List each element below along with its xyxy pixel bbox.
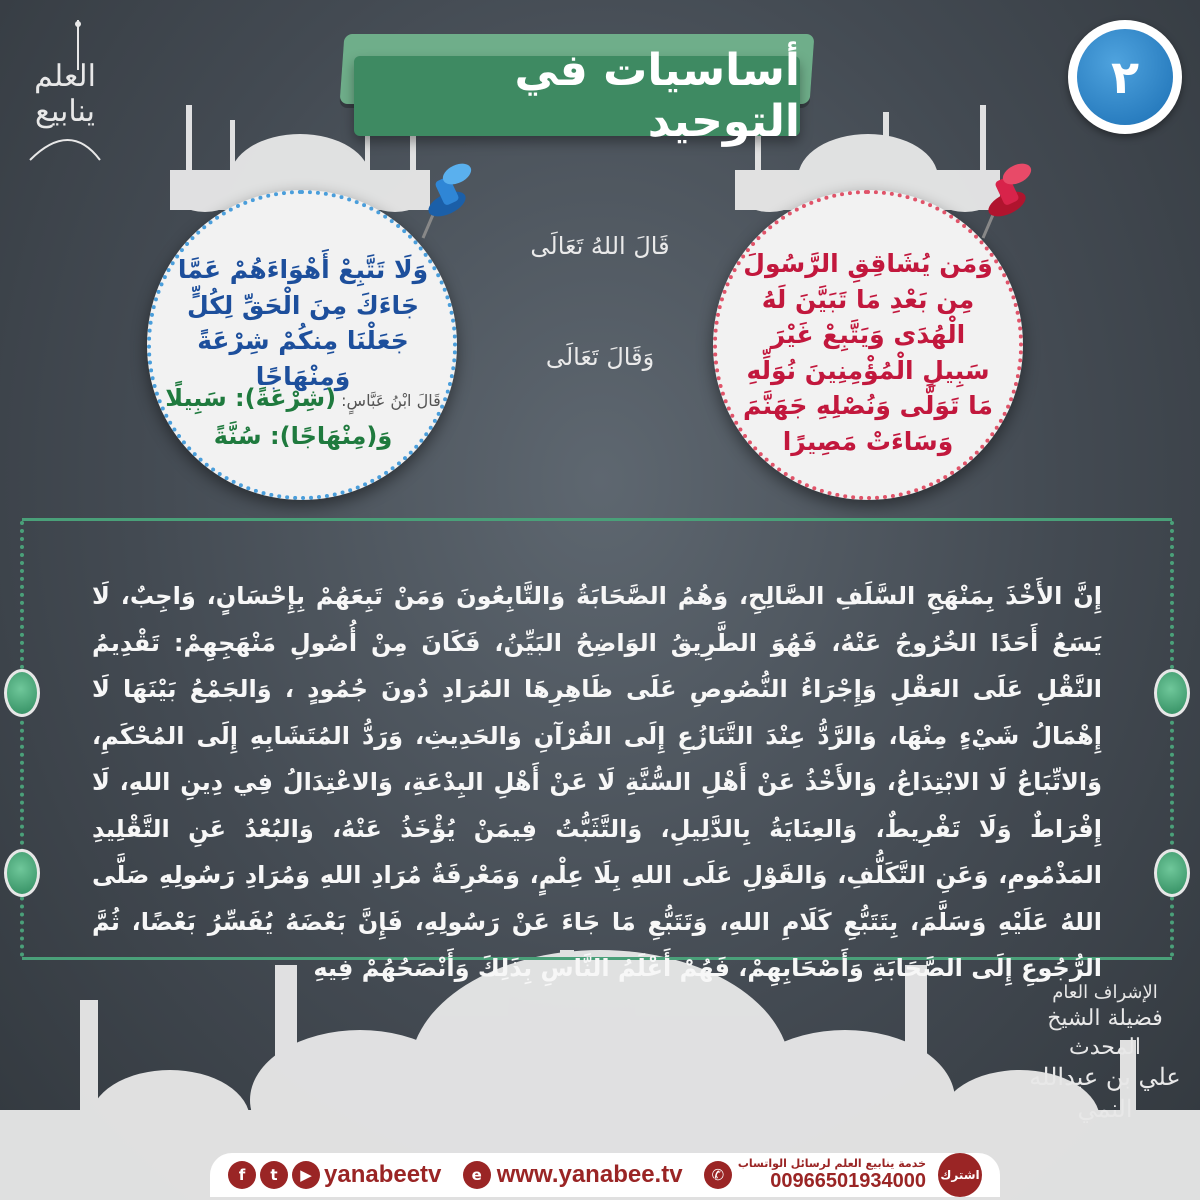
page-title: أساسيات في التوحيد: [514, 45, 800, 147]
body-paragraph: إِنَّ الأَخْذَ بِمَنْهَجِ السَّلَفِ الصَّالِحِ، وَهُمُ الصَّحَابَةُ وَالتَّابِعُونَ وَمَنْ تَبِعَهُمْ بِإِحْسَانٍ، وَاجِبٌ، لَا يَسَعُ أَحَدًا الخُرُوجُ عَنْهُ، فَهُوَ الطَّرِيقُ الوَاضِحُ البَيِّنُ، فَكَانَ مِنْ أُصُولِ مَنْهَجِهِمْ: تَقْدِيمُ النَّقْلِ عَلَى العَقْلِ وَإِجْرَاءُ النُّصُوصِ عَلَى ظَاهِرِهَا المُرَادِ دُونَ جُمُودٍ ، وَالجَمْعُ بَيْنَهَا لَا إِهْمَالُ شَيْءٍ مِنْهَا، وَالرَّدُّ عِنْدَ التَّنَازُعِ إِلَى القُرْآنِ وَالحَدِيثِ، وَرَدُّ المُتَشَابِهِ إِلَى المُحْكَمِ، وَالاتِّبَاعُ لَا الابْتِدَاعُ، وَالأَخْذُ عَنْ أَهْلِ السُّنَّةِ لَا عَنْ أَهْلِ البِدْعَةِ، وَالاعْتِدَالُ فِي دِينِ اللهِ، لَا إِفْرَاطٌ وَلَا تَفْرِيطٌ، وَالعِنَايَةُ بِالدَّلِيلِ، وَالتَّثَبُّتُ فِيمَنْ يُؤْخَذُ عَنْهُ، وَالبُعْدُ عَنِ التَّقْلِيدِ المَذْمُومِ، وَعَنِ التَّكَلُّفِ، وَالقَوْلِ عَلَى اللهِ بِلَا عِلْمٍ، وَمَعْرِفَةُ مُرَادِ اللهِ وَمُرَادِ رَسُولِهِ صَلَّى اللهُ عَلَيْهِ وَسَلَّمَ، بِتَتَبُّعِ كَلَامِ اللهِ، وَتَتَبُّعِ مَا جَاءَ عَنْ رَسُولِهِ، فَإِنَّ بَعْضَهُ يُفَسِّرُ بَعْضًا، ثُمَّ الرُّجُوعِ إِلَى الصَّحَابَةِ وَأَصْحَابِهِمْ، فَهُمْ أَعْلَمُ النَّاسِ بِذَلِكَ وَأَنْصَحُهُمْ فِيهِ: [92, 582, 1102, 982]
red-pushpin-icon: [975, 160, 1035, 240]
globe-icon: e: [463, 1161, 491, 1189]
ibn-abbas-word1: (شِرْعَةً): [244, 384, 337, 412]
ibn-abbas-label: قَالَ ابْنُ عَبَّاسٍ:: [341, 391, 441, 410]
whatsapp-number[interactable]: 00966501934000: [770, 1170, 926, 1192]
blue-pushpin-icon: [415, 160, 475, 240]
whatsapp-service-label: خدمة ينابيع العلم لرسائل الواتساب: [737, 1157, 926, 1170]
ibn-abbas-meaning2: : سُنَّةً: [213, 422, 280, 450]
ibn-abbas-line2: [165, 422, 441, 450]
whatsapp-contact[interactable]: [704, 1153, 982, 1197]
whatsapp-icon: ✆: [704, 1161, 732, 1189]
ibn-abbas-word2: وَ(مِنْهَاجًا): [279, 422, 393, 450]
verse-right-text: وَمَن يُشَاقِقِ الرَّسُولَ مِن بَعْدِ مَا تَبَيَّنَ لَهُ الْهُدَى وَيَتَّبِعْ غَيْرَ سَبِيلِ الْمُؤْمِنِينَ نُوَلِّهِ مَا تَوَلَّى وَنُصْلِهِ جَهَنَّمَ وَسَاءَتْ مَصِيرًا: [743, 249, 993, 456]
twitter-icon[interactable]: t: [260, 1161, 288, 1189]
logo-text-line2: العلم: [34, 59, 96, 94]
verse-left-text: وَلَا تَتَّبِعْ أَهْوَاءَهُمْ عَمَّا جَاءَكَ مِنَ الْحَقِّ لِكُلٍّ جَعَلْنَا مِنكُمْ شِرْعَةً وَمِنْهَاجًا: [177, 255, 429, 391]
credit-line2: فضيلة الشيخ المحدث: [1047, 1006, 1163, 1060]
supervisor-credit: [1020, 980, 1190, 1125]
youtube-icon[interactable]: ▶: [292, 1161, 320, 1189]
logo-text-line1: ينابيع: [35, 93, 95, 129]
social-links: [228, 1161, 441, 1189]
gem-ornament-icon: [1154, 669, 1190, 717]
ibn-abbas-line: [165, 380, 441, 416]
credit-line1: الإشراف العام: [1052, 982, 1158, 1003]
website-link[interactable]: [463, 1161, 683, 1189]
qala-label-1: قَالَ اللهُ تَعَالَى: [530, 232, 670, 260]
facebook-icon[interactable]: f: [228, 1161, 256, 1189]
footer-bar: [210, 1153, 1000, 1197]
qala-label-2: وَقَالَ تَعَالَى: [545, 343, 655, 371]
credit-line3: علي بن عبدالله النمي: [1029, 1063, 1181, 1123]
number-badge: [1068, 20, 1182, 134]
gem-ornament-icon: [4, 669, 40, 717]
verse-circle-left: [147, 190, 457, 500]
gem-ornament-icon: [1154, 849, 1190, 897]
ibn-abbas-meaning1: : سَبِيلًا: [165, 384, 245, 412]
number-badge-value: ٢: [1077, 29, 1173, 125]
gem-ornament-icon: [4, 849, 40, 897]
title-banner-front: [354, 45, 800, 147]
subscribe-button[interactable]: اشترك: [938, 1153, 982, 1197]
social-handle[interactable]: yanabeetv: [324, 1161, 442, 1188]
website-url[interactable]: www.yanabee.tv: [496, 1161, 683, 1188]
main-text-box: [22, 518, 1172, 982]
title-banner: [342, 34, 812, 147]
